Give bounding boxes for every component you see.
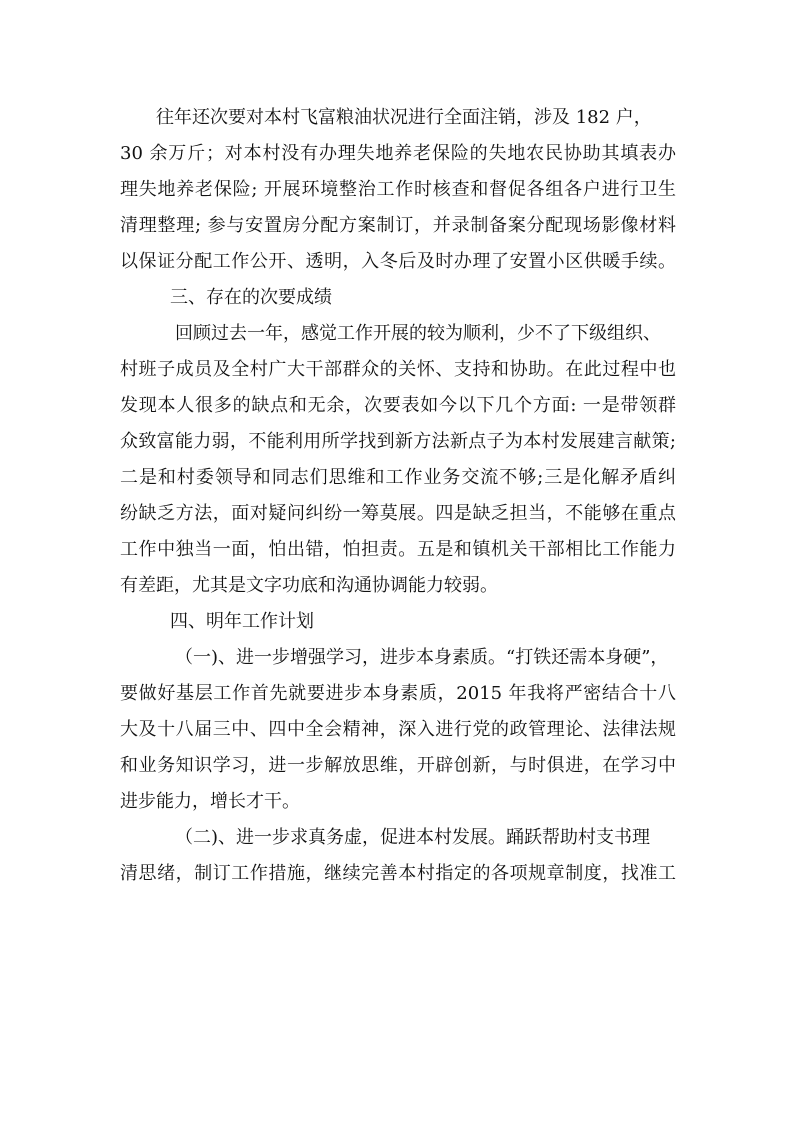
paragraph-line: 二是和村委领导和同志们思维和工作业务交流不够;三是化解矛盾纠	[120, 467, 676, 488]
paragraph-line: 回顾过去一年，感觉工作开展的较为顺利，少不了下级组织、	[175, 323, 661, 344]
paragraph-line: 进步能力，增长才干。	[120, 791, 300, 812]
paragraph-line: （一)、进一步增强学习，进步本身素质。“打铁还需本身硬”，	[175, 647, 669, 668]
paragraph-line: 和业务知识学习，进一步解放思维，开辟创新，与时俱进，在学习中	[120, 755, 676, 776]
paragraph-line: 理失地养老保险; 开展环境整治工作时核查和督促各组各户进行卫生	[120, 179, 676, 200]
paragraph-line: 要做好基层工作首先就要进步本身素质，2015 年我将严密结合十八	[120, 683, 676, 704]
paragraph-line: 发现本人很多的缺点和无余，次要表如今以下几个方面: 一是带领群	[120, 395, 676, 416]
paragraph-line: 清思绪，制订工作措施，继续完善本村指定的各项规章制度，找准工	[120, 863, 676, 884]
paragraph-line: 大及十八届三中、四中全会精神，深入进行党的政管理论、法律法规	[120, 719, 676, 740]
body-text	[120, 100, 676, 892]
paragraph-line: 30 余万斤；对本村没有办理失地养老保险的失地农民协助其填表办	[120, 143, 676, 164]
paragraph-line: 以保证分配工作公开、透明，入冬后及时办理了安置小区供暖手续。	[120, 251, 676, 272]
paragraph-line: 纷缺乏方法，面对疑问纠纷一筹莫展。四是缺乏担当，不能够在重点	[120, 503, 676, 524]
paragraph-line: 有差距，尤其是文字功底和沟通协调能力较弱。	[120, 575, 498, 596]
paragraph-line: （二)、进一步求真务虚，促进本村发展。踊跃帮助村支书理	[175, 827, 651, 848]
paragraph-line: 往年还次要对本村飞富粮油状况进行全面注销，涉及 182 户，	[156, 107, 652, 128]
paragraph-line: 众致富能力弱，不能利用所学找到新方法新点子为本村发展建言献策;	[120, 431, 676, 452]
section-heading: 三、存在的次要成绩	[170, 287, 332, 308]
paragraph-line: 工作中独当一面，怕出错，怕担责。五是和镇机关干部相比工作能力	[120, 539, 676, 560]
paragraph-line: 村班子成员及全村广大干部群众的关怀、支持和协助。在此过程中也	[120, 359, 676, 380]
paragraph-line: 清理整理; 参与安置房分配方案制订，并录制备案分配现场影像材料	[120, 215, 676, 236]
section-heading: 四、明年工作计划	[170, 611, 314, 632]
